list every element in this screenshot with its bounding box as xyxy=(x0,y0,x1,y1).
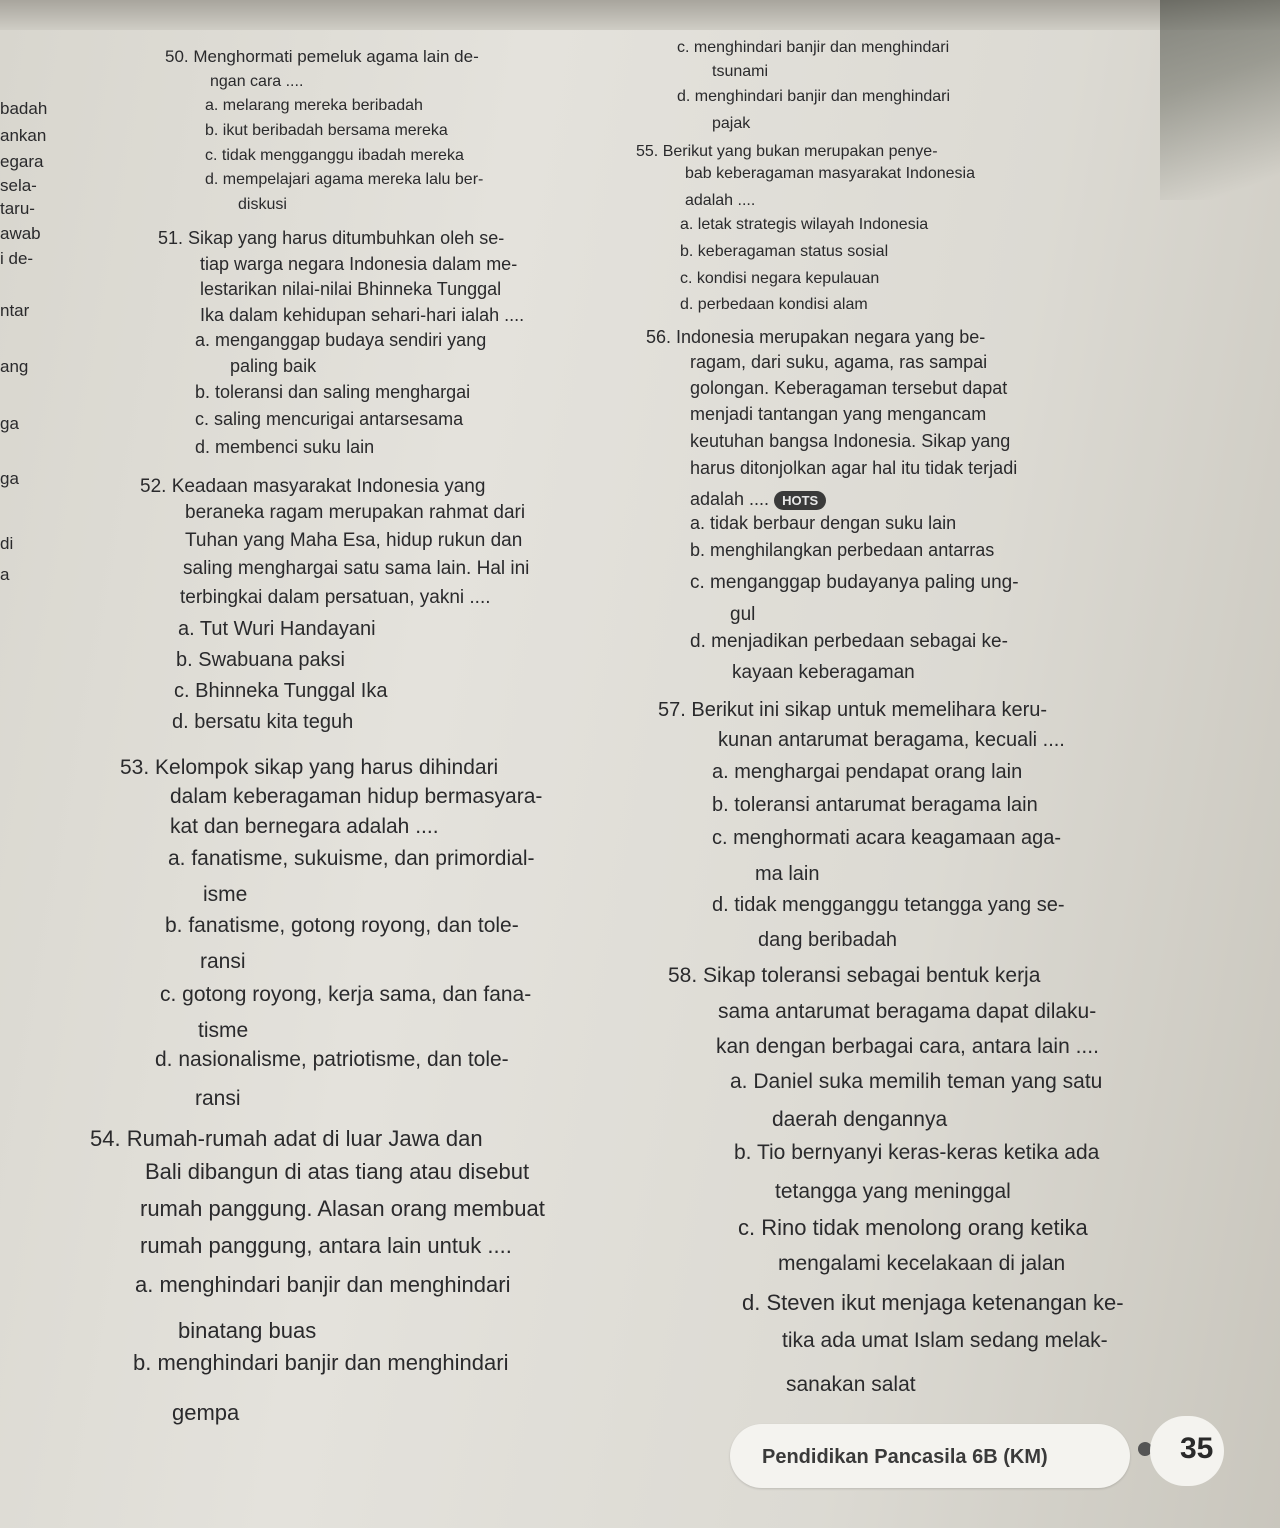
question-57-option-d-cont: dang beribadah xyxy=(758,929,898,951)
question-55-stem: 55. Berikut yang bukan merupakan penye- xyxy=(636,143,938,160)
question-58-stem: kan dengan berbagai cara, antara lain .... xyxy=(716,1035,1099,1058)
page-number: 35 xyxy=(1180,1432,1214,1465)
question-52-stem: terbingkai dalam persatuan, yakni .... xyxy=(180,587,491,608)
question-51-option-c: c. saling mencurigai antarsesama xyxy=(195,409,464,429)
question-57-option-c-cont: ma lain xyxy=(755,863,820,885)
margin-fragment: ntar xyxy=(0,301,30,320)
question-53-stem: dalam keberagaman hidup bermasyara- xyxy=(170,785,543,808)
question-57-option-c: c. menghormati acara keagamaan aga- xyxy=(712,827,1062,849)
question-52-option-d: d. bersatu kita teguh xyxy=(172,711,354,733)
margin-fragment: a xyxy=(0,565,10,584)
question-55-option-c: c. kondisi negara kepulauan xyxy=(680,270,880,287)
question-55-stem: adalah .... xyxy=(685,192,756,209)
question-58-option-c-cont: mengalami kecelakaan di jalan xyxy=(778,1252,1066,1275)
margin-fragment: sela- xyxy=(0,176,37,195)
margin-fragment: ankan xyxy=(0,126,47,145)
question-52-option-b: b. Swabuana paksi xyxy=(176,649,346,671)
question-52-option-a: a. Tut Wuri Handayani xyxy=(178,618,376,640)
question-58-option-a-cont: daerah dengannya xyxy=(772,1108,948,1131)
question-58-option-a: a. Daniel suka memilih teman yang satu xyxy=(730,1070,1103,1093)
question-51-option-a: a. menganggap budaya sendiri yang xyxy=(195,330,487,350)
question-58-option-c: c. Rino tidak menolong orang ketika xyxy=(738,1215,1088,1240)
question-54-stem: rumah panggung, antara lain untuk .... xyxy=(140,1233,512,1258)
question-58-stem: 58. Sikap toleransi sebagai bentuk kerja xyxy=(668,964,1041,987)
page-fold-shadow xyxy=(0,0,1280,30)
question-53-option-c-cont: tisme xyxy=(198,1019,249,1042)
question-54-option-c: c. menghindari banjir dan menghindari xyxy=(677,39,950,56)
page-corner-shadow xyxy=(1160,0,1280,200)
question-51-stem: 51. Sikap yang harus ditumbuhkan oleh se- xyxy=(158,228,505,248)
question-54-option-d-cont: pajak xyxy=(712,115,751,132)
question-56-stem: golongan. Keberagaman tersebut dapat xyxy=(690,378,1008,398)
question-54-option-b-cont: gempa xyxy=(172,1400,240,1425)
question-57-stem: 57. Berikut ini sikap untuk memelihara keru- xyxy=(658,699,1048,721)
margin-fragment: awab xyxy=(0,224,41,243)
question-57-stem: kunan antarumat beragama, kecuali .... xyxy=(718,729,1065,751)
question-50-option-d-cont: diskusi xyxy=(238,196,287,213)
question-54-option-c-cont: tsunami xyxy=(712,63,769,80)
question-56-option-d-cont: kayaan keberagaman xyxy=(732,662,915,683)
question-53-option-d-cont: ransi xyxy=(195,1087,241,1110)
margin-fragment: badah xyxy=(0,99,48,118)
question-50-option-d: d. mempelajari agama mereka lalu ber- xyxy=(205,171,484,188)
question-55-stem: bab keberagaman masyarakat Indonesia xyxy=(685,165,975,182)
question-53-option-a-cont: isme xyxy=(203,883,248,906)
question-58-option-b: b. Tio bernyanyi keras-keras ketika ada xyxy=(734,1141,1100,1164)
question-52-stem: beraneka ragam merupakan rahmat dari xyxy=(185,502,526,523)
question-53-option-d: d. nasionalisme, patriotisme, dan tole- xyxy=(155,1048,509,1071)
margin-fragment: egara xyxy=(0,152,44,171)
question-57-option-a: a. menghargai pendapat orang lain xyxy=(712,761,1023,783)
question-55-option-b: b. keberagaman status sosial xyxy=(680,243,889,260)
question-53-option-a: a. fanatisme, sukuisme, dan primordial- xyxy=(168,847,535,870)
question-56-option-a: a. tidak berbaur dengan suku lain xyxy=(690,513,957,533)
question-58-option-d-cont: tika ada umat Islam sedang melak- xyxy=(782,1329,1108,1352)
question-53-stem: kat dan bernegara adalah .... xyxy=(170,815,439,838)
question-54-stem: Bali dibangun di atas tiang atau disebut xyxy=(145,1159,530,1184)
question-58-option-b-cont: tetangga yang meninggal xyxy=(775,1180,1011,1203)
margin-fragment: di xyxy=(0,534,14,553)
margin-fragment: ang xyxy=(0,357,29,376)
question-58-option-d-cont: sanakan salat xyxy=(786,1373,916,1396)
question-56-option-d: d. menjadikan perbedaan sebagai ke- xyxy=(690,631,1008,652)
question-54-stem: 54. Rumah-rumah adat di luar Jawa dan xyxy=(90,1126,483,1151)
margin-fragment: ga xyxy=(0,469,19,488)
question-54-stem: rumah panggung. Alasan orang membuat xyxy=(140,1196,545,1221)
question-51-stem: Ika dalam kehidupan sehari-hari ialah .... xyxy=(200,305,525,325)
question-50-option-c: c. tidak mengganggu ibadah mereka xyxy=(205,147,464,164)
question-53-option-b-cont: ransi xyxy=(200,950,246,973)
question-50-stem: ngan cara .... xyxy=(210,73,304,90)
question-58-stem: sama antarumat beragama dapat dilaku- xyxy=(718,1000,1097,1023)
question-56-stem-end: adalah .... xyxy=(690,489,770,509)
question-51-stem: tiap warga negara Indonesia dalam me- xyxy=(200,254,518,274)
question-51-option-b: b. toleransi dan saling menghargai xyxy=(195,382,471,402)
question-54-option-d: d. menghindari banjir dan menghindari xyxy=(677,88,951,105)
question-51-stem: lestarikan nilai-nilai Bhinneka Tunggal xyxy=(200,279,502,299)
margin-fragment: ga xyxy=(0,414,19,433)
margin-fragment: i de- xyxy=(0,249,34,268)
question-58-option-d: d. Steven ikut menjaga ketenangan ke- xyxy=(742,1290,1124,1315)
question-56-option-c-cont: gul xyxy=(730,604,756,625)
question-53-option-c: c. gotong royong, kerja sama, dan fana- xyxy=(160,983,532,1006)
question-57-option-b: b. toleransi antarumat beragama lain xyxy=(712,794,1038,816)
book-title: Pendidikan Pancasila 6B (KM) xyxy=(762,1446,1048,1468)
question-56-option-b: b. menghilangkan perbedaan antarras xyxy=(690,540,995,560)
question-50-option-a: a. melarang mereka beribadah xyxy=(205,97,423,114)
question-54-option-b: b. menghindari banjir dan menghindari xyxy=(133,1350,509,1375)
question-56-stem: menjadi tantangan yang mengancam xyxy=(690,404,987,424)
question-55-option-a: a. letak strategis wilayah Indonesia xyxy=(680,216,929,233)
question-54-option-a-cont: binatang buas xyxy=(178,1318,317,1343)
question-56-stem: 56. Indonesia merupakan negara yang be- xyxy=(646,327,986,347)
question-56-option-c: c. menganggap budayanya paling ung- xyxy=(690,572,1019,593)
question-56-stem: harus ditonjolkan agar hal itu tidak terjadi xyxy=(690,458,1018,478)
question-53-stem: 53. Kelompok sikap yang harus dihindari xyxy=(120,756,499,779)
question-52-stem: Tuhan yang Maha Esa, hidup rukun dan xyxy=(185,530,523,551)
hots-badge: HOTS xyxy=(774,491,826,510)
question-56-stem: keutuhan bangsa Indonesia. Sikap yang xyxy=(690,431,1011,451)
margin-fragment: taru- xyxy=(0,199,35,218)
question-52-stem: saling menghargai satu sama lain. Hal ini xyxy=(183,558,530,579)
question-50-stem: 50. Menghormati pemeluk agama lain de- xyxy=(165,47,479,66)
question-52-option-c: c. Bhinneka Tunggal Ika xyxy=(174,680,388,702)
question-53-option-b: b. fanatisme, gotong royong, dan tole- xyxy=(165,914,519,937)
question-56-stem: ragam, dari suku, agama, ras sampai xyxy=(690,352,988,372)
question-54-option-a: a. menghindari banjir dan menghindari xyxy=(135,1272,511,1297)
question-51-option-a-cont: paling baik xyxy=(230,356,317,376)
question-55-option-d: d. perbedaan kondisi alam xyxy=(680,296,868,313)
question-51-option-d: d. membenci suku lain xyxy=(195,437,375,457)
question-56-stem xyxy=(690,490,826,510)
question-50-option-b: b. ikut beribadah bersama mereka xyxy=(205,122,448,139)
question-52-stem: 52. Keadaan masyarakat Indonesia yang xyxy=(140,476,486,497)
question-57-option-d: d. tidak mengganggu tetangga yang se- xyxy=(712,894,1065,916)
